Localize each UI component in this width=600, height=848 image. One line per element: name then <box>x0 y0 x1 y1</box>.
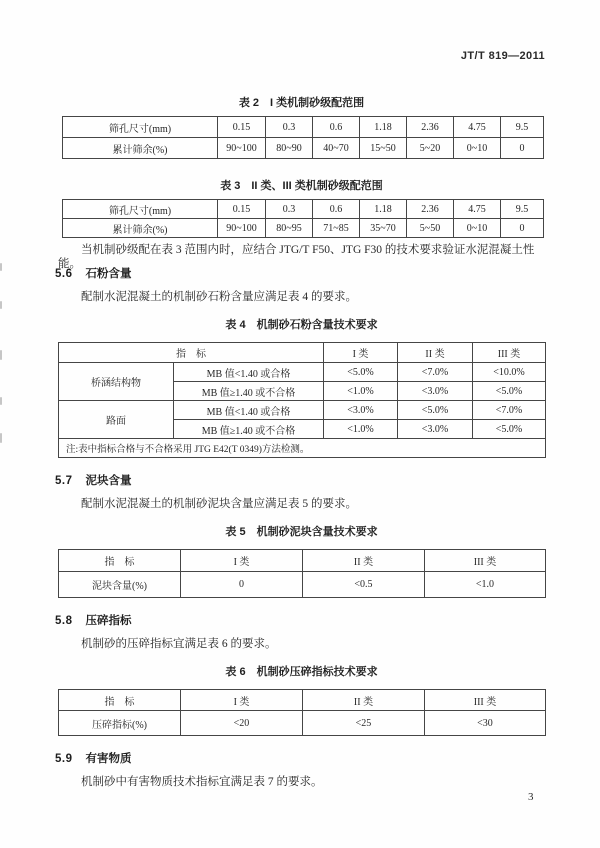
value-cell: <3.0% <box>398 382 473 401</box>
value-cell: <10.0% <box>473 363 546 382</box>
value-cell: <30 <box>425 711 546 736</box>
scan-artifact <box>0 350 2 360</box>
group-label: 路面 <box>59 401 174 439</box>
residue-cell: 80~90 <box>266 138 313 159</box>
residue-cell: 5~20 <box>407 138 454 159</box>
header-indicator: 指 标 <box>59 550 181 572</box>
sieve-size-cell: 0.3 <box>266 117 313 138</box>
section-title: 泥块含量 <box>85 475 132 487</box>
table-row <box>59 363 546 382</box>
residue-cell: 0~10 <box>454 219 501 238</box>
table-row <box>63 219 544 238</box>
value-cell: <1.0% <box>324 420 398 439</box>
criterion-cell: MB 值≥1.40 或不合格 <box>174 420 324 439</box>
criterion-cell: MB 值≥1.40 或不合格 <box>174 382 324 401</box>
section-5-8-heading <box>55 612 132 628</box>
section-title: 压碎指标 <box>85 615 132 627</box>
page-number: 3 <box>528 791 534 803</box>
sieve-size-cell: 2.36 <box>407 200 454 219</box>
scan-artifact <box>0 301 2 309</box>
section-5-7-heading <box>55 472 132 488</box>
row-label: 筛孔尺寸(mm) <box>63 200 218 219</box>
criterion-cell: MB 值<1.40 或合格 <box>174 363 324 382</box>
table3-title: 表 3 II 类、III 类机制砂级配范围 <box>220 180 383 192</box>
residue-cell: 80~95 <box>266 219 313 238</box>
sieve-size-cell: 9.5 <box>501 117 544 138</box>
value-cell: <25 <box>303 711 425 736</box>
sieve-size-cell: 0.3 <box>266 200 313 219</box>
table-header-row <box>59 550 546 572</box>
section-number: 5.7 <box>55 475 73 487</box>
table6 <box>58 689 546 736</box>
residue-cell: 71~85 <box>313 219 360 238</box>
residue-cell: 0~10 <box>454 138 501 159</box>
row-label: 累计筛余(%) <box>63 138 218 159</box>
value-cell: 0 <box>181 572 303 598</box>
paragraph-grading-note: 当机制砂级配在表 3 范围内时，应结合 JTG/T F50、JTG F30 的技术要求验证水泥混凝土性能。 <box>58 244 535 270</box>
header-class-3: III 类 <box>473 343 546 363</box>
group-label: 桥涵结构物 <box>59 363 174 401</box>
sieve-size-cell: 0.15 <box>218 200 266 219</box>
doc-code: JT/T 819—2011 <box>460 50 545 62</box>
sieve-size-cell: 1.18 <box>360 117 407 138</box>
sieve-size-cell: 0.6 <box>313 117 360 138</box>
scan-artifact <box>0 397 2 405</box>
table-header-row <box>59 690 546 711</box>
row-label: 筛孔尺寸(mm) <box>63 117 218 138</box>
residue-cell: 90~100 <box>218 219 266 238</box>
table3 <box>62 199 544 238</box>
value-cell: <1.0% <box>324 382 398 401</box>
sieve-size-cell: 1.18 <box>360 200 407 219</box>
section-number: 5.6 <box>55 268 73 280</box>
header-class-1: I 类 <box>181 550 303 572</box>
section-5-6-heading <box>55 265 132 281</box>
table-row <box>63 138 544 159</box>
header-class-1: I 类 <box>324 343 398 363</box>
paragraph-5-6: 配制水泥混凝土的机制砂石粉含量应满足表 4 的要求。 <box>81 291 357 303</box>
sieve-size-cell: 4.75 <box>454 117 501 138</box>
residue-cell: 40~70 <box>313 138 360 159</box>
header-class-3: III 类 <box>425 690 546 711</box>
table-header-row <box>59 343 546 363</box>
header-class-1: I 类 <box>181 690 303 711</box>
value-cell: <7.0% <box>473 401 546 420</box>
paragraph-5-9: 机制砂中有害物质技术指标宜满足表 7 的要求。 <box>81 776 323 788</box>
header-class-2: II 类 <box>303 550 425 572</box>
residue-cell: 35~70 <box>360 219 407 238</box>
table2-title: 表 2 I 类机制砂级配范围 <box>238 97 365 109</box>
table-row <box>59 401 546 420</box>
row-label: 泥块含量(%) <box>59 572 181 598</box>
value-cell: <5.0% <box>398 401 473 420</box>
value-cell: <1.0 <box>425 572 546 598</box>
value-cell: <0.5 <box>303 572 425 598</box>
value-cell: <5.0% <box>473 382 546 401</box>
sieve-size-cell: 9.5 <box>501 200 544 219</box>
residue-cell: 5~50 <box>407 219 454 238</box>
residue-cell: 15~50 <box>360 138 407 159</box>
table-row <box>63 117 544 138</box>
table-row <box>59 711 546 736</box>
sieve-size-cell: 0.15 <box>218 117 266 138</box>
scan-artifact <box>0 433 2 443</box>
header-indicator: 指 标 <box>59 690 181 711</box>
table2 <box>62 116 544 159</box>
table6-title: 表 6 机制砂压碎指标技术要求 <box>225 666 378 678</box>
table-note-row <box>59 439 546 458</box>
section-title: 有害物质 <box>85 753 132 765</box>
row-label: 累计筛余(%) <box>63 219 218 238</box>
value-cell: <20 <box>181 711 303 736</box>
residue-cell: 90~100 <box>218 138 266 159</box>
table-row <box>63 200 544 219</box>
table-row <box>59 572 546 598</box>
table5-title: 表 5 机制砂泥块含量技术要求 <box>225 526 378 538</box>
sieve-size-cell: 0.6 <box>313 200 360 219</box>
criterion-cell: MB 值<1.40 或合格 <box>174 401 324 420</box>
section-number: 5.9 <box>55 753 73 765</box>
residue-cell: 0 <box>501 138 544 159</box>
row-label: 压碎指标(%) <box>59 711 181 736</box>
section-title: 石粉含量 <box>85 268 132 280</box>
header-class-2: II 类 <box>303 690 425 711</box>
value-cell: <5.0% <box>324 363 398 382</box>
scan-artifact <box>0 263 2 271</box>
value-cell: <5.0% <box>473 420 546 439</box>
paragraph-5-8: 机制砂的压碎指标宜满足表 6 的要求。 <box>81 638 277 650</box>
value-cell: <3.0% <box>324 401 398 420</box>
header-class-2: II 类 <box>398 343 473 363</box>
header-indicator: 指 标 <box>59 343 324 363</box>
sieve-size-cell: 4.75 <box>454 200 501 219</box>
sieve-size-cell: 2.36 <box>407 117 454 138</box>
residue-cell: 0 <box>501 219 544 238</box>
header-class-3: III 类 <box>425 550 546 572</box>
table5 <box>58 549 546 598</box>
value-cell: <7.0% <box>398 363 473 382</box>
table4-title: 表 4 机制砂石粉含量技术要求 <box>225 319 378 331</box>
section-number: 5.8 <box>55 615 73 627</box>
table-note: 注:表中指标合格与不合格采用 JTG E42(T 0349)方法检测。 <box>59 439 546 458</box>
paragraph-5-7: 配制水泥混凝土的机制砂泥块含量应满足表 5 的要求。 <box>81 498 357 510</box>
section-5-9-heading <box>55 750 132 766</box>
value-cell: <3.0% <box>398 420 473 439</box>
table4 <box>58 342 546 458</box>
